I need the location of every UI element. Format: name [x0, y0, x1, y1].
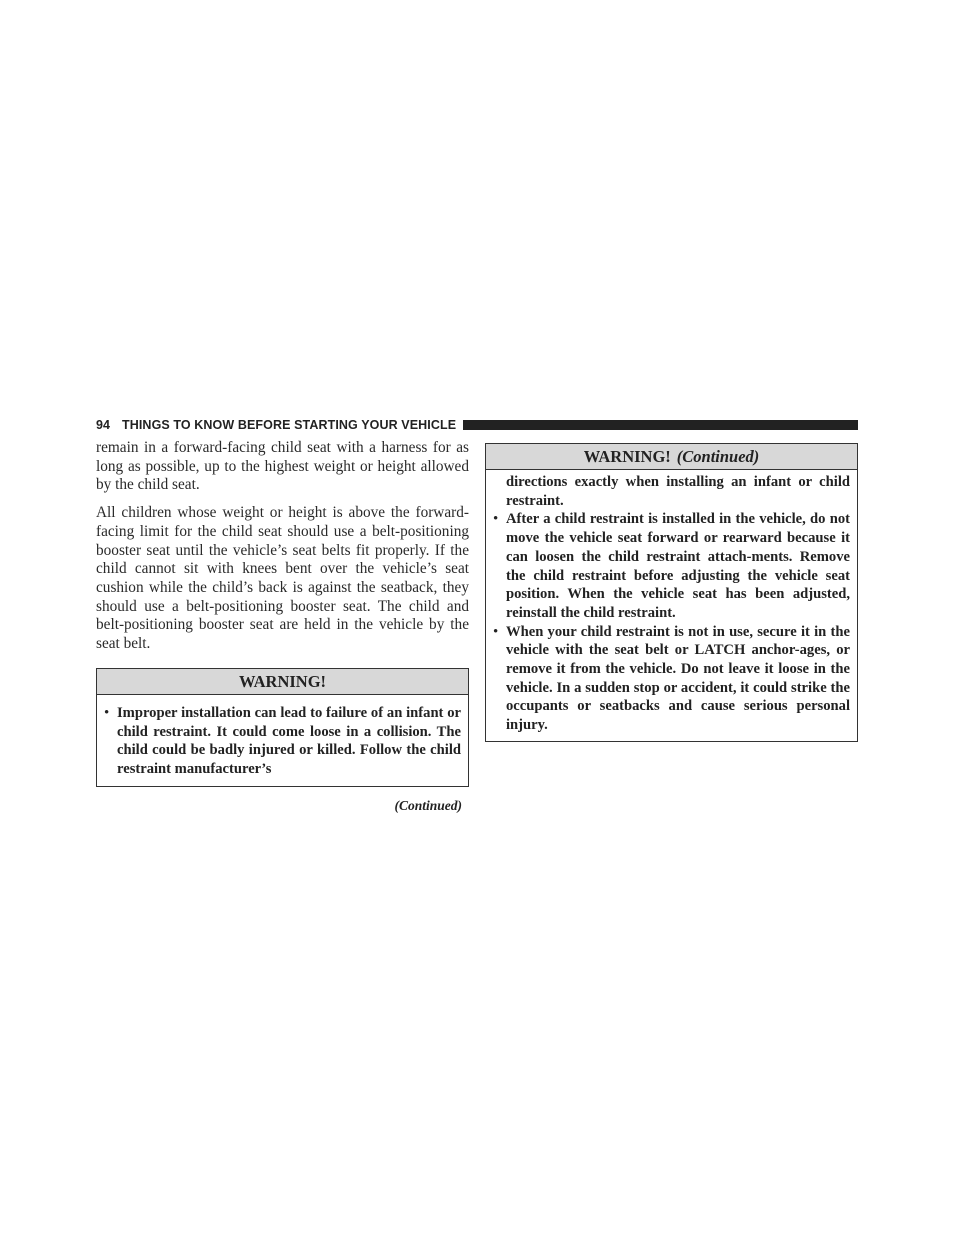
warning-bullet-3: • When your child restraint is not in use, secure it in the vehicle with the seat belt or LATCH anchor-ages, or remove it from the vehicle. Do not leave it loose in the vehicle. In a sudden stop or accident, it could strike the occupants or seatbacks and cause serious personal injury.	[493, 623, 850, 735]
warning-title: WARNING!	[583, 447, 671, 466]
warning-box-right	[485, 443, 858, 742]
body-paragraph-2: All children whose weight or height is above the forward-facing limit for the child seat should use a belt-positioning booster seat until the vehicle’s seat belts fit properly. If the child cannot sit with knees bent over the vehicle’s seat cushion while the child’s back is against the seatback, they should use a belt-positioning booster seat. The child and belt-positioning booster seat are held in the vehicle by the seat belt.	[96, 504, 469, 653]
continued-note: (Continued)	[394, 798, 462, 813]
body-paragraph-1: remain in a forward-facing child seat with a harness for as long as possible, up to the highest weight or height allowed by the child seat.	[96, 439, 469, 494]
warning-box-left	[96, 668, 469, 787]
warning-heading-continued	[486, 444, 857, 470]
warning-heading	[97, 669, 468, 695]
page-number: 94	[96, 418, 110, 432]
warning-body	[97, 695, 468, 787]
section-title: THINGS TO KNOW BEFORE STARTING YOUR VEHICLE	[122, 418, 457, 432]
warning-bullet-1: • Improper installation can lead to failure of an infant or child restraint. It could come loose in a collision. The child could be badly injured or killed. Follow the child restraint manufacturer’s	[104, 704, 461, 779]
warning-continuation-text: directions exactly when installing an infant or child restraint.	[506, 474, 850, 509]
warning-title-suffix: (Continued)	[676, 447, 760, 466]
page-header	[96, 417, 858, 433]
warning-bullet-2: • After a child restraint is installed in the vehicle, do not move the vehicle seat forward or rearward because it can loosen the child restraint attach-ments. Remove the child restraint before adjusting the vehicle seat position. When the vehicle seat has been adjusted, reinstall the child restraint.	[493, 510, 850, 622]
warning-title: WARNING!	[238, 672, 327, 691]
left-column	[96, 439, 469, 654]
warning-body-continued	[486, 470, 857, 743]
header-rule-bar	[463, 420, 858, 430]
